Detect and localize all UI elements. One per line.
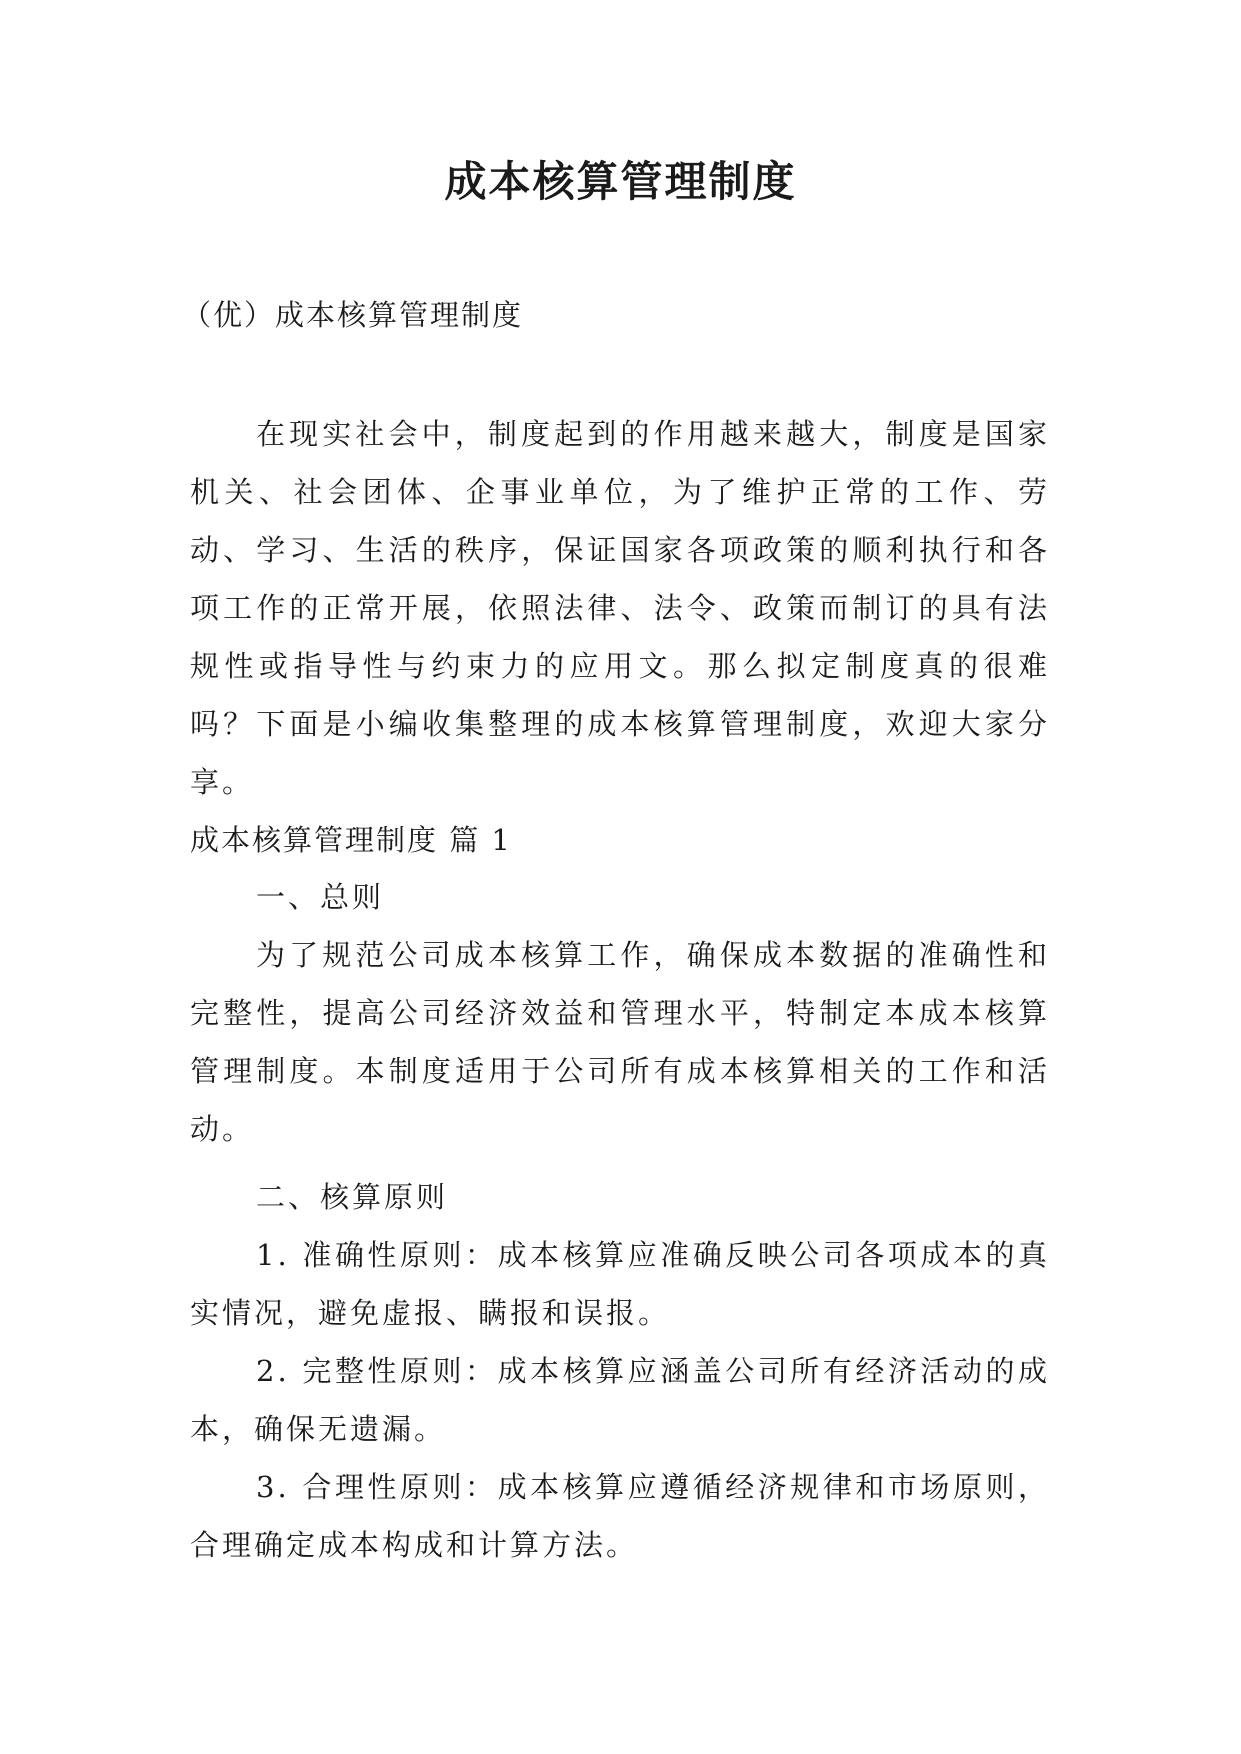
document-title: 成本核算管理制度 [444, 157, 797, 206]
principle-item: 3. 合理性原则：成本核算应遵循经济规律和市场原则，合理确定成本构成和计算方法。 [190, 1470, 1050, 1562]
section-heading: 成本核算管理制度 篇 1 [190, 823, 512, 857]
principle-item: 1. 准确性原则：成本核算应准确反映公司各项成本的真实情况，避免虚报、瞒报和误报。 [190, 1238, 1050, 1330]
intro-paragraph: 在现实社会中，制度起到的作用越来越大，制度是国家机关、社会团体、企事业单位，为了维护正常的工作、劳动、学习、生活的秩序，保证国家各项政策的顺利执行和各项工作的正常开展，依照法律、法令、政策而制订的具有法规性或指导性与约束力的应用文。那么拟定制度真的很难吗？下面是小编收集整理的成本核算管理制度，欢迎大家分享。 [190, 417, 1050, 799]
document-subtitle: （优）成本核算管理制度 [182, 298, 524, 332]
body-paragraph: 为了规范公司成本核算工作，确保成本数据的准确性和完整性，提高公司经济效益和管理水平，特制定本成本核算管理制度。本制度适用于公司所有成本核算相关的工作和活动。 [190, 938, 1050, 1146]
principle-item: 2. 完整性原则：成本核算应涵盖公司所有经济活动的成本，确保无遗漏。 [190, 1354, 1050, 1446]
section-body [190, 868, 1050, 1574]
chapter-heading-general: 一、总则 [256, 880, 385, 914]
chapter-heading-principles: 二、核算原则 [256, 1180, 449, 1214]
